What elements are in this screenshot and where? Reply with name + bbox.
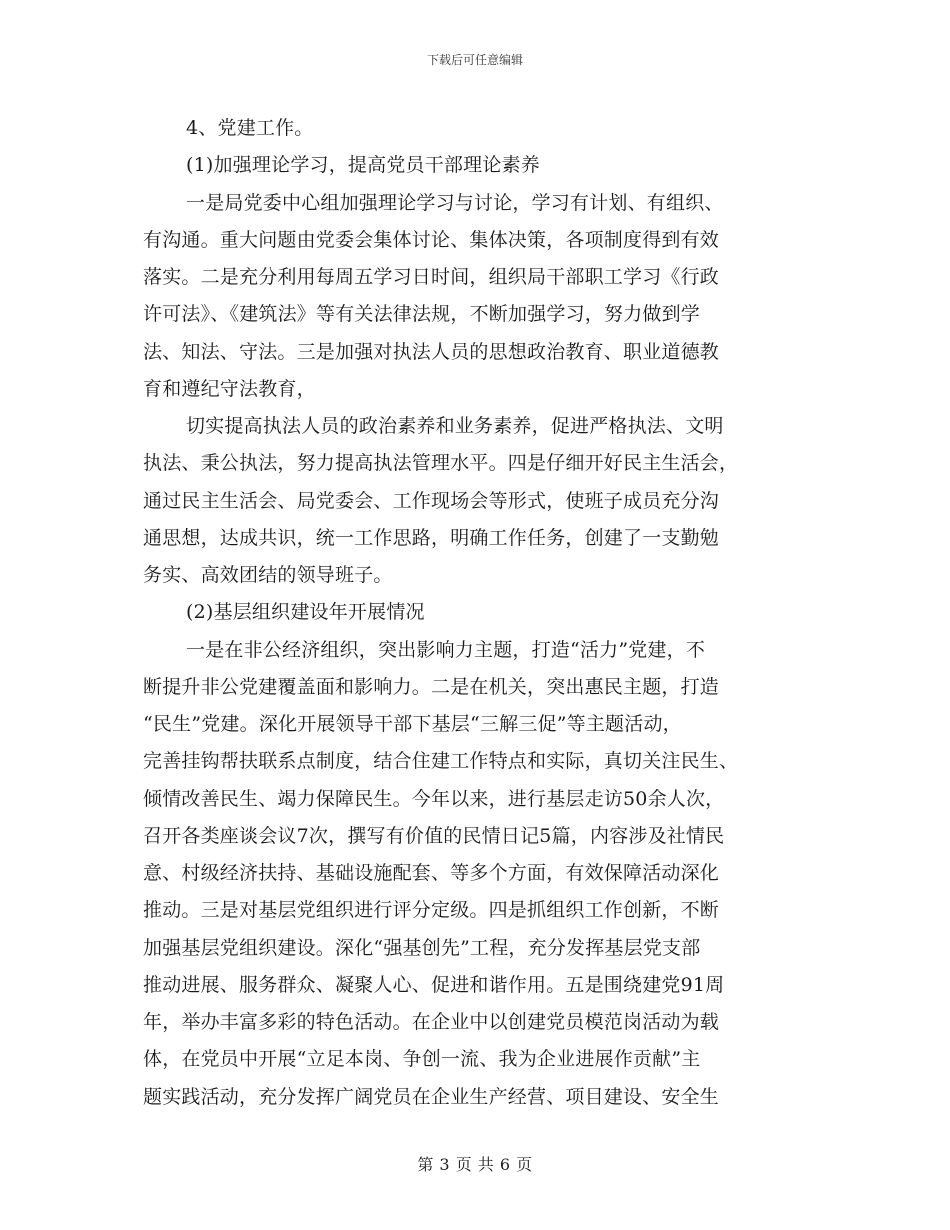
- text-line: 倾情改善民生、竭力保障民生。今年以来，进行基层走访50余人次，: [143, 787, 725, 810]
- text-line: 育和遵纪守法教育，: [143, 377, 316, 400]
- text-line: 有沟通。重大问题由党委会集体讨论、集体决策，各项制度得到有效: [143, 228, 720, 251]
- text-line: (2)基层组织建设年开展情况: [186, 601, 425, 624]
- page-header: 下载后可任意编辑: [426, 53, 523, 67]
- text-line: “民生”党建。深化开展领导干部下基层“三解三促”等主题活动，: [143, 713, 682, 735]
- text-line: 务实、高效团结的领导班子。: [143, 564, 393, 586]
- text-line: 执法、秉公执法，努力提高执法管理水平。四是仔细开好民主生活会，: [143, 452, 739, 475]
- text-line: 落实。二是充分利用每周五学习日时间，组织局干部职工学习《行政: [143, 266, 720, 288]
- text-line: 切实提高执法人员的政治素养和业务素养，促进严格执法、文明: [186, 415, 724, 437]
- text-line: 4、党建工作。: [186, 117, 314, 139]
- text-line: 题实践活动，充分发挥广阔党员在企业生产经营、项目建设、安全生: [143, 1085, 720, 1108]
- text-line: 一是局党委中心组加强理论学习与讨论，学习有计划、有组织、: [186, 191, 724, 214]
- text-line: 年，举办丰富多彩的特色活动。在企业中以创建党员模范岗活动为载: [143, 1011, 720, 1033]
- document-body: [143, 116, 811, 1122]
- text-line: 推动进展、服务群众、凝聚人心、促进和谐作用。五是围绕建党91周: [143, 973, 725, 996]
- text-line: 加强基层党组织建设。深化“强基创先”工程，充分发挥基层党支部: [143, 936, 701, 959]
- text-line: 一是在非公经济组织，突出影响力主题，打造“活力”党建，不: [186, 638, 706, 661]
- text-line: 断提升非公党建覆盖面和影响力。二是在机关，突出惠民主题，打造: [143, 675, 720, 698]
- page-number: 第 3 页 共 6 页: [417, 1155, 533, 1174]
- text-line: 许可法》、《建筑法》等有关法律法规，不断加强学习，努力做到学: [143, 303, 701, 326]
- text-line: 通思想，达成共识，统一工作思路，明确工作任务，创建了一支勤勉: [143, 526, 720, 549]
- text-line: (1)加强理论学习，提高党员干部理论素养: [186, 154, 540, 177]
- text-line: 法、知法、守法。三是加强对执法人员的思想政治教育、职业道德教: [143, 340, 720, 363]
- text-line: 完善挂钩帮扶联系点制度，结合住建工作特点和实际，真切关注民生、: [143, 750, 739, 773]
- text-line: 意、村级经济扶持、基础设施配套、等多个方面，有效保障活动深化: [143, 862, 720, 884]
- text-line: 召开各类座谈会议7次，撰写有价值的民情日记5篇，内容涉及社情民: [143, 824, 725, 847]
- text-line: 通过民主生活会、局党委会、工作现场会等形式，使班子成员充分沟: [143, 489, 720, 512]
- text-line: 体，在党员中开展“立足本岗、争创一流、我为企业进展作贡献”主: [143, 1048, 701, 1071]
- text-line: 推动。三是对基层党组织进行评分定级。四是抓组织工作创新，不断: [143, 899, 720, 922]
